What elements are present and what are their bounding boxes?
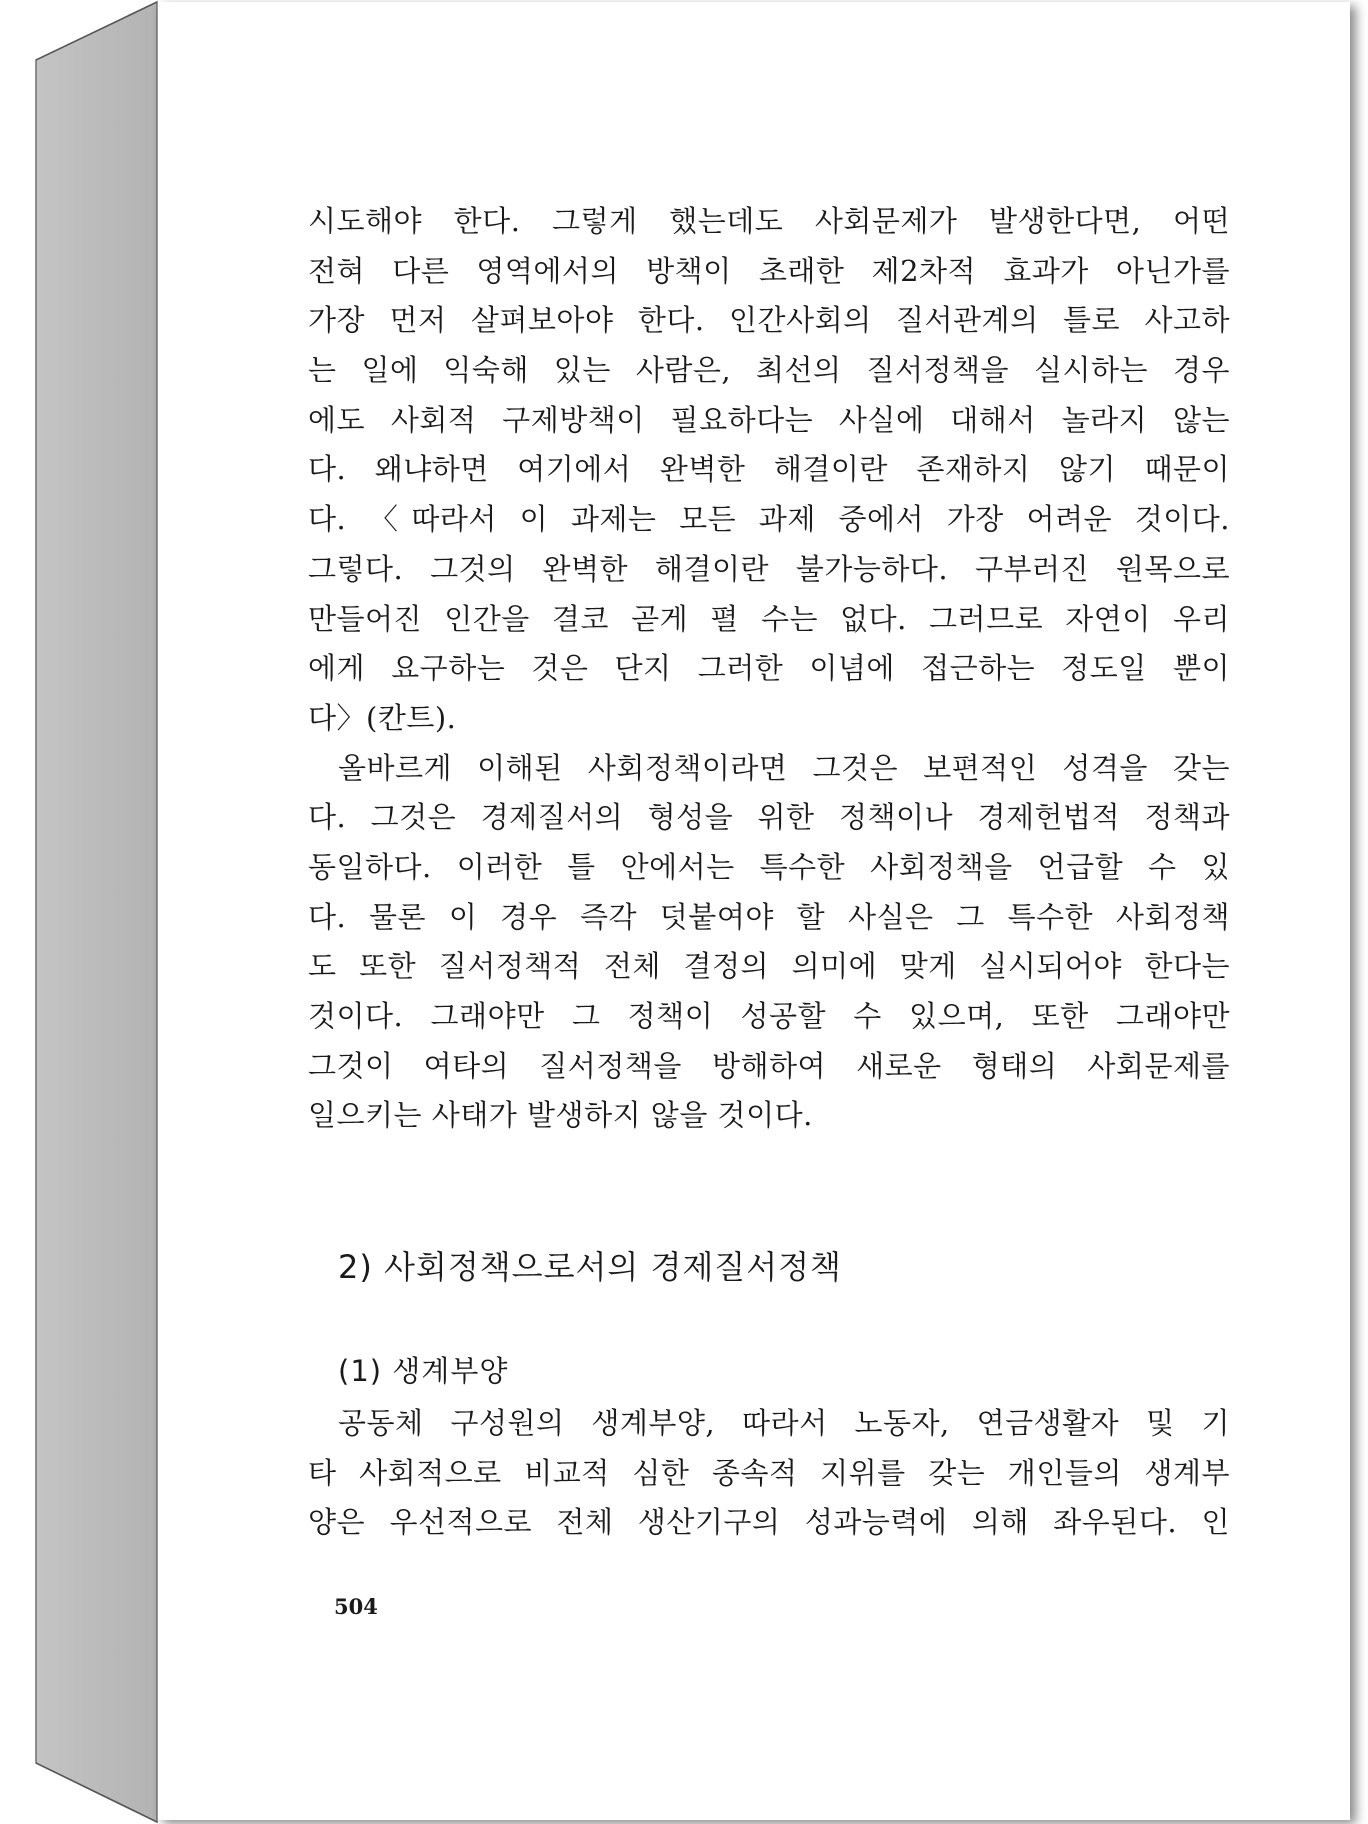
text-line: 일으키는 사태가 발생하지 않을 것이다. (308, 1098, 813, 1133)
text-line: 가장 먼저 살펴보아야 한다. 인간사회의 질서관계의 틀로 사고하 (308, 303, 1230, 338)
text-line: 는 일에 익숙해 있는 사람은, 최선의 질서정책을 실시하는 경우 (308, 353, 1230, 388)
text-line: 그렇다. 그것의 완벽한 해결이란 불가능하다. 구부러진 원목으로 (308, 551, 1230, 586)
page-number: 504 (334, 1594, 378, 1619)
text-line: 것이다. 그래야만 그 정책이 성공할 수 있으며, 또한 그래야만 (308, 999, 1230, 1033)
paragraph-3 (308, 1399, 1230, 1548)
text-line: 공동체 구성원의 생계부양, 따라서 노동자, 연금생활자 및 기 (338, 1406, 1230, 1440)
text-line: 에도 사회적 구제방책이 필요하다는 사실에 대해서 놀라지 않는 (308, 402, 1230, 437)
body-text-upper (308, 197, 1230, 1141)
text-line: 양은 우선적으로 전체 생산기구의 성과능력에 의해 좌우된다. 인 (308, 1505, 1230, 1540)
paragraph-1 (308, 197, 1230, 744)
body-text-lower (308, 1399, 1230, 1548)
book-page (157, 2, 1350, 1820)
text-line: 다. 왜냐하면 여기에서 완벽한 해결이란 존재하지 않기 때문이 (308, 452, 1230, 487)
text-line: 올바르게 이해된 사회정책이라면 그것은 보편적인 성격을 갖는 (338, 750, 1230, 785)
book-spine-drawing (0, 0, 160, 1824)
text-line: 타 사회적으로 비교적 심한 종속적 지위를 갖는 개인들의 생계부 (308, 1455, 1230, 1490)
text-line: 다. 〈따라서 이 과제는 모든 과제 중에서 가장 어려운 것이다. (308, 502, 1230, 537)
text-line: 동일하다. 이러한 틀 안에서는 특수한 사회정책을 언급할 수 있 (308, 849, 1230, 884)
text-line: 그것이 여타의 질서정책을 방해하여 새로운 형태의 사회문제를 (308, 1048, 1230, 1083)
text-line: 다. 물론 이 경우 즉각 덧붙여야 할 사실은 그 특수한 사회정책 (308, 899, 1230, 934)
text-line: 다〉(칸트). (308, 700, 457, 735)
text-line: 다. 그것은 경제질서의 형성을 위한 정책이나 경제헌법적 정책과 (308, 800, 1230, 835)
text-line: 시도해야 한다. 그렇게 했는데도 사회문제가 발생한다면, 어떤 (308, 204, 1230, 238)
text-line: 만들어진 인간을 결코 곧게 펼 수는 없다. 그러므로 자연이 우리 (308, 601, 1230, 636)
text-line: 도 또한 질서정책적 전체 결정의 의미에 맞게 실시되어야 한다는 (308, 949, 1230, 984)
book-spine (0, 0, 160, 1824)
paragraph-2 (308, 744, 1230, 1142)
subsection-heading: (1) 생계부양 (338, 1354, 509, 1388)
text-line: 에게 요구하는 것은 단지 그러한 이념에 접근하는 정도일 뿐이 (308, 651, 1230, 686)
section-heading: 2) 사회정책으로서의 경제질서정책 (338, 1248, 842, 1286)
text-line: 전혀 다른 영역에서의 방책이 초래한 제2차적 효과가 아닌가를 (308, 253, 1230, 288)
